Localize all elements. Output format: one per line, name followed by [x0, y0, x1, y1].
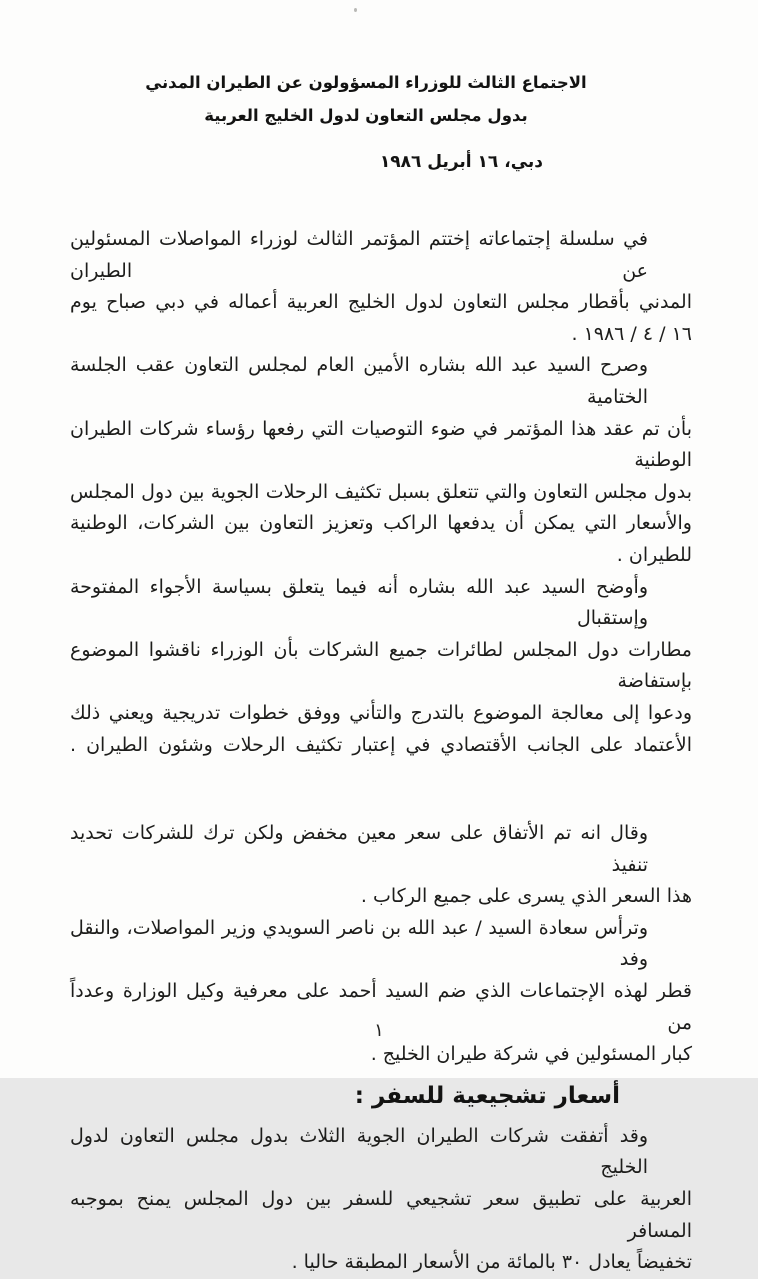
body-line: للطيران . — [616, 543, 692, 566]
section-heading-promotional-fares: أسعار تشجيعية للسفر : — [354, 1082, 620, 1109]
document-title — [0, 66, 732, 132]
document-body — [70, 224, 692, 1279]
page-number: ١ — [374, 1020, 384, 1041]
body-line: وقال انه تم الأتفاق على سعر معين مخفض ولكن ترك للشركات تحديد تنفيذ — [70, 822, 648, 876]
paragraph-1 — [70, 224, 692, 350]
date-line: دبي، ١٦ أبريل ١٩٨٦ — [379, 152, 543, 172]
body-line: هذا السعر الذي يسرى على جميع الركاب . — [360, 885, 692, 908]
paragraph-3 — [70, 572, 692, 762]
body-line: وترأس سعادة السيد / عبد الله بن ناصر السويدي وزير المواصلات، والنقل وفد — [70, 916, 648, 971]
body-line: وصرح السيد عبد الله بشاره الأمين العام لمجلس التعاون عقب الجلسة الختامية — [70, 354, 648, 408]
body-line: في سلسلة إجتماعاته إختتم المؤتمر الثالث لوزراء المواصلات المسئولين عن الطيران — [70, 228, 648, 282]
title-line-2: بدول مجلس التعاون لدول الخليج العربية — [204, 106, 528, 125]
body-line: ودعوا إلى معالجة الموضوع بالتدرج والتأني ووفق خطوات تدريجية ويعني ذلك — [70, 701, 692, 724]
scan-speck — [354, 8, 357, 12]
paragraph-2 — [70, 350, 692, 571]
body-line: والأسعار التي يمكن أن يدفعها الراكب وتعزيز التعاون بين الشركات، الوطنية — [70, 512, 692, 535]
body-line: مطارات دول المجلس لطائرات جميع الشركات بأن الوزراء ناقشوا الموضوع بإستفاضة — [70, 638, 692, 693]
body-line: بأن تم عقد هذا المؤتمر في ضوء التوصيات التي رفعها رؤساء شركات الطيران الوطنية — [70, 417, 692, 472]
body-line: الأعتماد على الجانب الأقتصادي في إعتبار تكثيف الرحلات وشئون الطيران . — [70, 733, 692, 756]
title-line-1: الاجتماع الثالث للوزراء المسؤولون عن الطيران المدني — [145, 73, 587, 92]
body-line: كبار المسئولين في شركة طيران الخليج . — [370, 1043, 692, 1066]
body-line: تخفيضاً يعادل ٣٠ بالمائة من الأسعار المطبقة حاليا . — [291, 1251, 692, 1274]
paragraph-5 — [70, 913, 692, 1071]
paragraph-6 — [70, 1121, 692, 1279]
body-line: العربية على تطبيق سعر تشجيعي للسفر بين دول المجلس يمنح بموجبه المسافر — [70, 1188, 692, 1242]
body-line: وقد أتفقت شركات الطيران الجوية الثلاث بدول مجلس التعاون لدول الخليج — [70, 1124, 648, 1179]
body-line: وأوضح السيد عبد الله بشاره أنه فيما يتعلق بسياسة الأجواء المفتوحة وإستقبال — [70, 575, 648, 630]
body-line: المدني بأقطار مجلس التعاون لدول الخليج العربية أعماله في دبي صباح يوم — [70, 291, 692, 314]
body-line: ١٦ / ٤ / ١٩٨٦ . — [571, 322, 692, 345]
body-line: بدول مجلس التعاون والتي تتعلق بسبل تكثيف الرحلات الجوية بين دول المجلس — [70, 480, 692, 503]
body-line: قطر لهذه الإجتماعات الذي ضم السيد أحمد على معرفية وكيل الوزارة وعدداً من — [70, 980, 692, 1034]
paragraph-4 — [70, 818, 692, 913]
